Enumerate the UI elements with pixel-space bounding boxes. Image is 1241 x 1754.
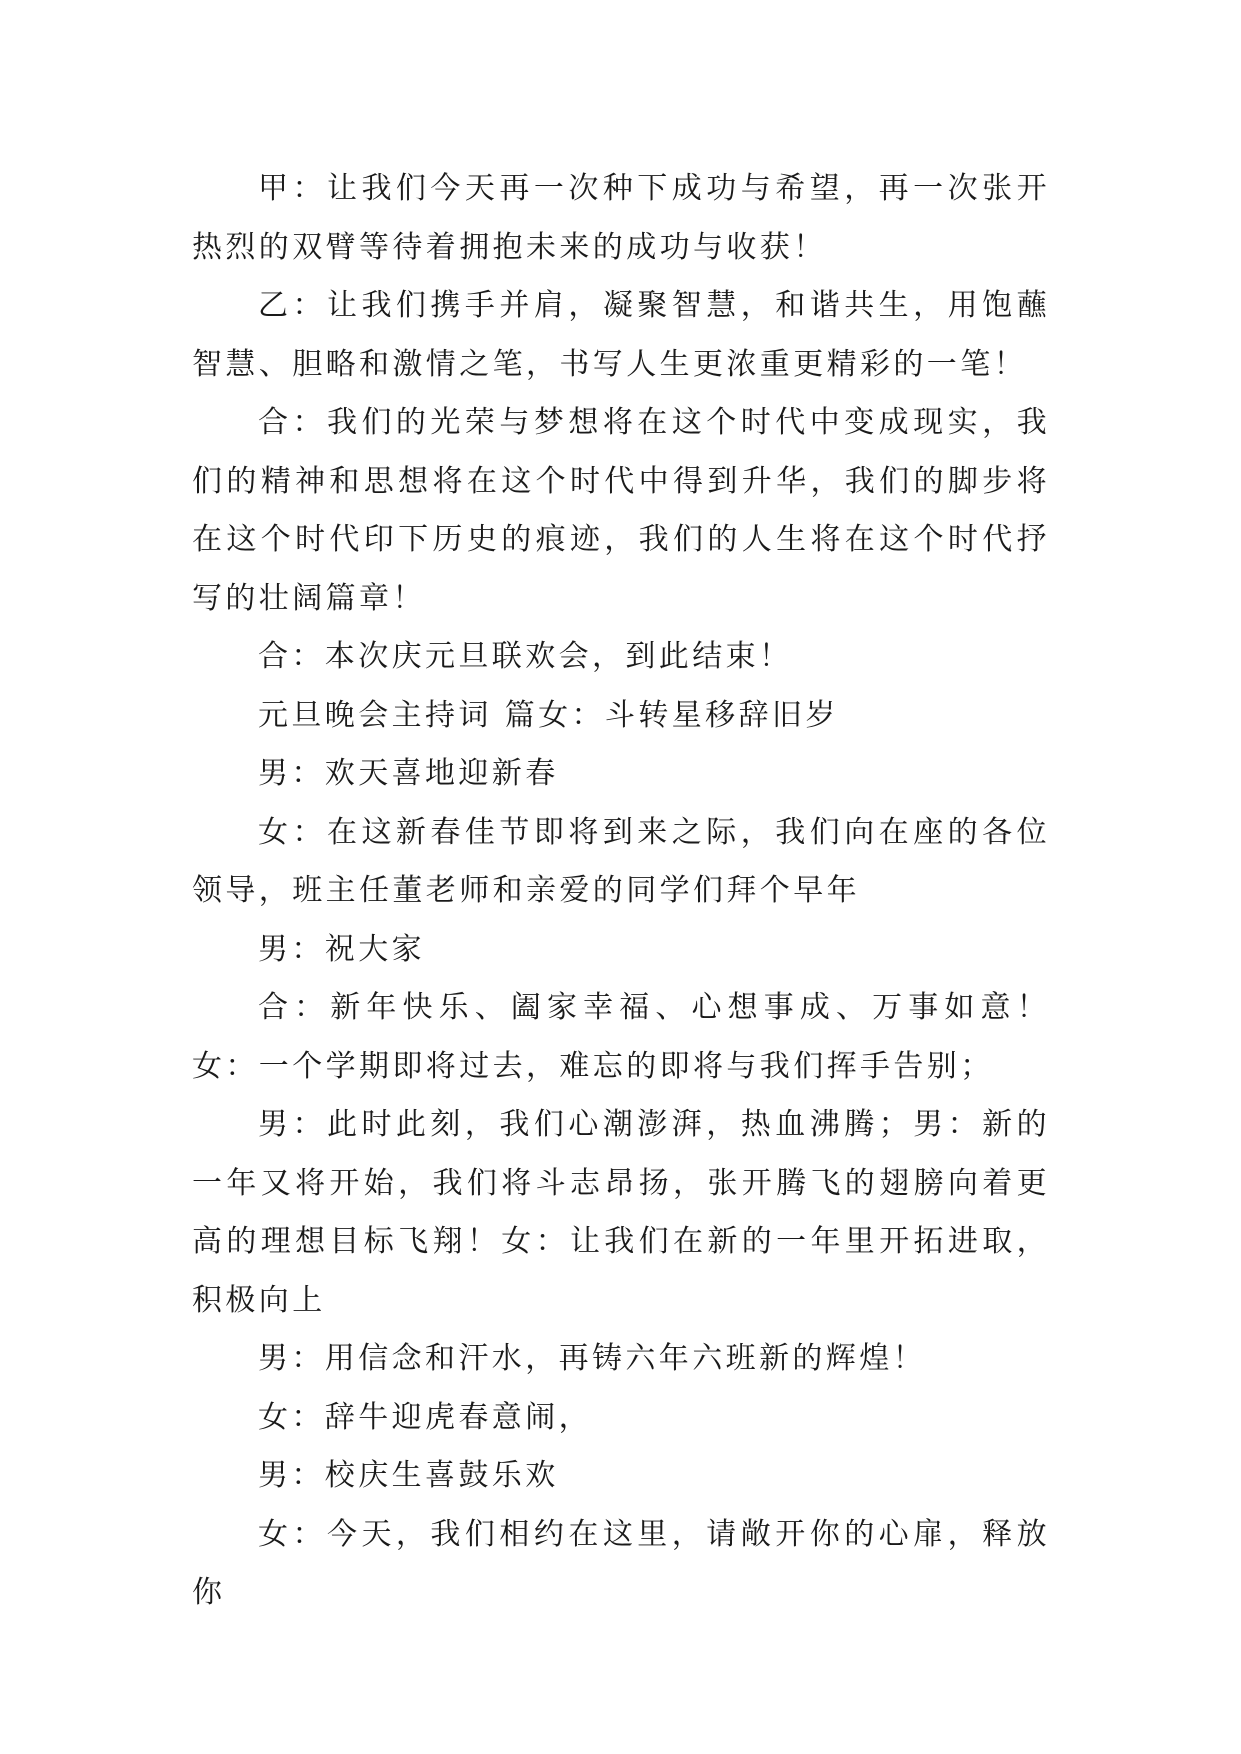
paragraph-jia-closing: 甲：让我们今天再一次种下成功与希望，再一次张开热烈的双臂等待着拥抱未来的成功与收获！	[192, 171, 1050, 265]
paragraph-nan-glory: 男：用信念和汗水，再铸六年六班新的辉煌！	[258, 1341, 926, 1376]
paragraph-nan-spring: 男：欢天喜地迎新春	[258, 756, 559, 791]
paragraph-nan-wish: 男：祝大家	[258, 931, 425, 967]
paragraph-nv-greeting: 女：在这新春佳节即将到来之际，我们向在座的各位领导，班主任董老师和亲爱的同学们拜个早年	[192, 814, 1050, 908]
paragraph-nv-tiger: 女：辞牛迎虎春意闹，	[258, 1399, 592, 1435]
paragraph-yi-closing: 乙：让我们携手并肩，凝聚智慧，和谐共生，用饱蘸智慧、胆略和激情之笔，书写人生更浓重更精彩的一笔！	[192, 288, 1050, 382]
paragraph-nan-celebrate: 男：校庆生喜鼓乐欢	[258, 1458, 559, 1493]
paragraph-he-newyear: 合：新年快乐、阖家幸福、心想事成、万事如意！女：一个学期即将过去，难忘的即将与我们挥手告别；	[192, 990, 1050, 1084]
paragraph-he-dream: 合：我们的光荣与梦想将在这个时代中变成现实，我们的精神和思想将在这个时代中得到升华，我们的脚步将在这个时代印下历史的痕迹，我们的人生将在这个时代抒写的壮阔篇章！	[192, 405, 1050, 616]
paragraph-he-end: 合：本次庆元旦联欢会，到此结束！	[258, 639, 793, 674]
paragraph-nan-moment: 男：此时此刻，我们心潮澎湃，热血沸腾；男：新的一年又将开始，我们将斗志昂扬，张开腾飞的翅膀向着更高的理想目标飞翔！女：让我们在新的一年里开拓进取，积极向上	[192, 1107, 1050, 1318]
paragraph-nv-today: 女：今天，我们相约在这里，请敞开你的心扉，释放你	[192, 1516, 1050, 1610]
paragraph-section-start: 元旦晚会主持词 篇女：斗转星移辞旧岁	[258, 697, 839, 733]
document-body	[192, 160, 1050, 1623]
